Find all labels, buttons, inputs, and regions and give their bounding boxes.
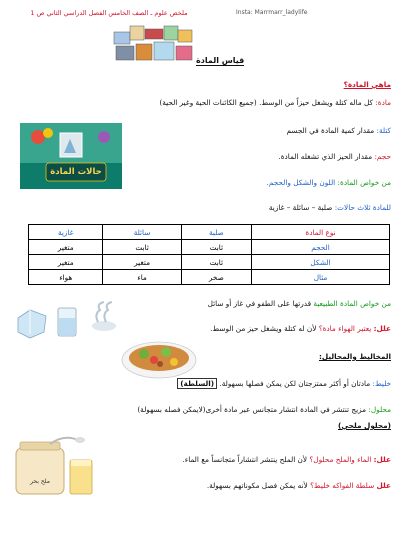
matter-collage-image	[112, 24, 194, 66]
fruit-salad-answer: لأنه يمكن فصل مكوناتهم بسهولة.	[206, 481, 308, 490]
what-is-matter-heading: ماهي المادة؟	[343, 80, 391, 89]
air-reason-line	[210, 324, 391, 333]
natural-props-line	[208, 299, 391, 308]
salt-water-question: الماء والملح محلول؟	[309, 455, 372, 464]
matter-term: مادة:	[375, 98, 391, 107]
matter-note: (جميع الكائنات الحية وغير الحية)	[159, 98, 257, 107]
mass-definition	[286, 126, 391, 135]
table-cell: الشكل	[252, 255, 390, 270]
table-row	[29, 270, 390, 285]
table-cell: ماء	[103, 270, 181, 285]
air-reason-label: علل:	[373, 324, 391, 333]
states-line	[269, 203, 391, 212]
mixture-text: مادتان أو أكثر ممتزجتان لكن يمكن فصلها بسهولة.	[219, 379, 371, 388]
properties-list: اللون والشكل والحجم.	[266, 178, 336, 187]
volume-definition	[278, 152, 391, 161]
volume-term: حجم:	[374, 152, 391, 161]
table-header: سائلة	[103, 225, 181, 240]
page-title: قياس المادة	[196, 56, 245, 65]
mass-term: كتلة:	[376, 126, 391, 135]
mixture-example: (السلطة)	[177, 378, 217, 389]
air-reason-question: يعتبر الهواء مادة؟	[318, 324, 372, 333]
states-examples-image	[14, 300, 122, 340]
table-row	[29, 240, 390, 255]
insta-handle: Insta: Marrmarr_ladylife	[236, 9, 308, 16]
table-header-row	[29, 225, 390, 240]
natural-props-intro: من خواص المادة الطبيعية	[313, 299, 391, 308]
table-cell: الحجم	[252, 240, 390, 255]
table-cell: هواء	[29, 270, 103, 285]
states-intro: للمادة ثلاث حالات:	[334, 203, 391, 212]
states-table	[28, 224, 390, 285]
solution-example-line	[338, 421, 391, 430]
salt-water-answer: لأن الملح ينتشر انتشاراً متجانساً مع الماء.	[182, 455, 308, 464]
solution-term: محلول:	[368, 405, 391, 414]
natural-props-text: قدرتها على الطفو في غاز أو سائل	[207, 299, 312, 308]
states-list: صلبة – سائلة – غازية	[268, 203, 333, 212]
table-cell: ثابت	[181, 240, 251, 255]
table-header: صلبة	[181, 225, 251, 240]
table-cell: متغير	[29, 255, 103, 270]
table-cell: متغير	[29, 240, 103, 255]
table-cell: متغير	[103, 255, 181, 270]
table-cell: ثابت	[181, 255, 251, 270]
air-reason-answer: لأن له كتلة ويشغل حيز من الوسط.	[210, 324, 317, 333]
video-caption: حالات المادة	[50, 167, 102, 177]
mixtures-heading: المخاليط والمحاليل:	[318, 352, 391, 361]
mixture-term: خليط:	[372, 379, 391, 388]
table-header: غازية	[29, 225, 103, 240]
salt-jar-image	[14, 432, 110, 498]
salt-water-line	[182, 455, 391, 464]
table-row	[29, 255, 390, 270]
states-of-matter-video[interactable]	[20, 123, 122, 189]
solution-example: (محلول ملحي)	[337, 421, 391, 430]
table-cell: ثابت	[103, 240, 181, 255]
salt-water-label: علل:	[373, 455, 391, 464]
table-header: نوع المادة	[252, 225, 390, 240]
mass-text: مقدار كمية المادة في الجسم	[286, 126, 375, 135]
solution-text: مزيج تنتشر في المادة انتشار متجانس عبر مادة أخرى(لايمكن فصله بسهولة)	[137, 405, 367, 414]
table-cell: مثال	[252, 270, 390, 285]
fruit-salad-question: سلطة الفواكه خليط؟	[310, 481, 375, 490]
jar-label: ملح بحر	[30, 478, 50, 485]
matter-text: كل ماله كتلة ويشغل حيزاً من الوسط.	[259, 98, 373, 107]
solution-definition	[137, 405, 391, 414]
table-cell: صخر	[181, 270, 251, 285]
fruit-salad-line	[207, 481, 391, 490]
mixture-definition	[177, 379, 391, 388]
summary-header: ملخص علوم ـ الصف الخامس الفصل الدراسي الثاني ص 1	[30, 9, 188, 17]
volume-text: مقدار الحيز الذي تشغله المادة.	[278, 152, 373, 161]
salad-image	[120, 332, 198, 382]
fruit-salad-label: علل	[376, 481, 391, 490]
properties-line	[267, 178, 391, 187]
properties-intro: من خواص المادة:	[337, 178, 391, 187]
matter-definition	[159, 98, 391, 107]
